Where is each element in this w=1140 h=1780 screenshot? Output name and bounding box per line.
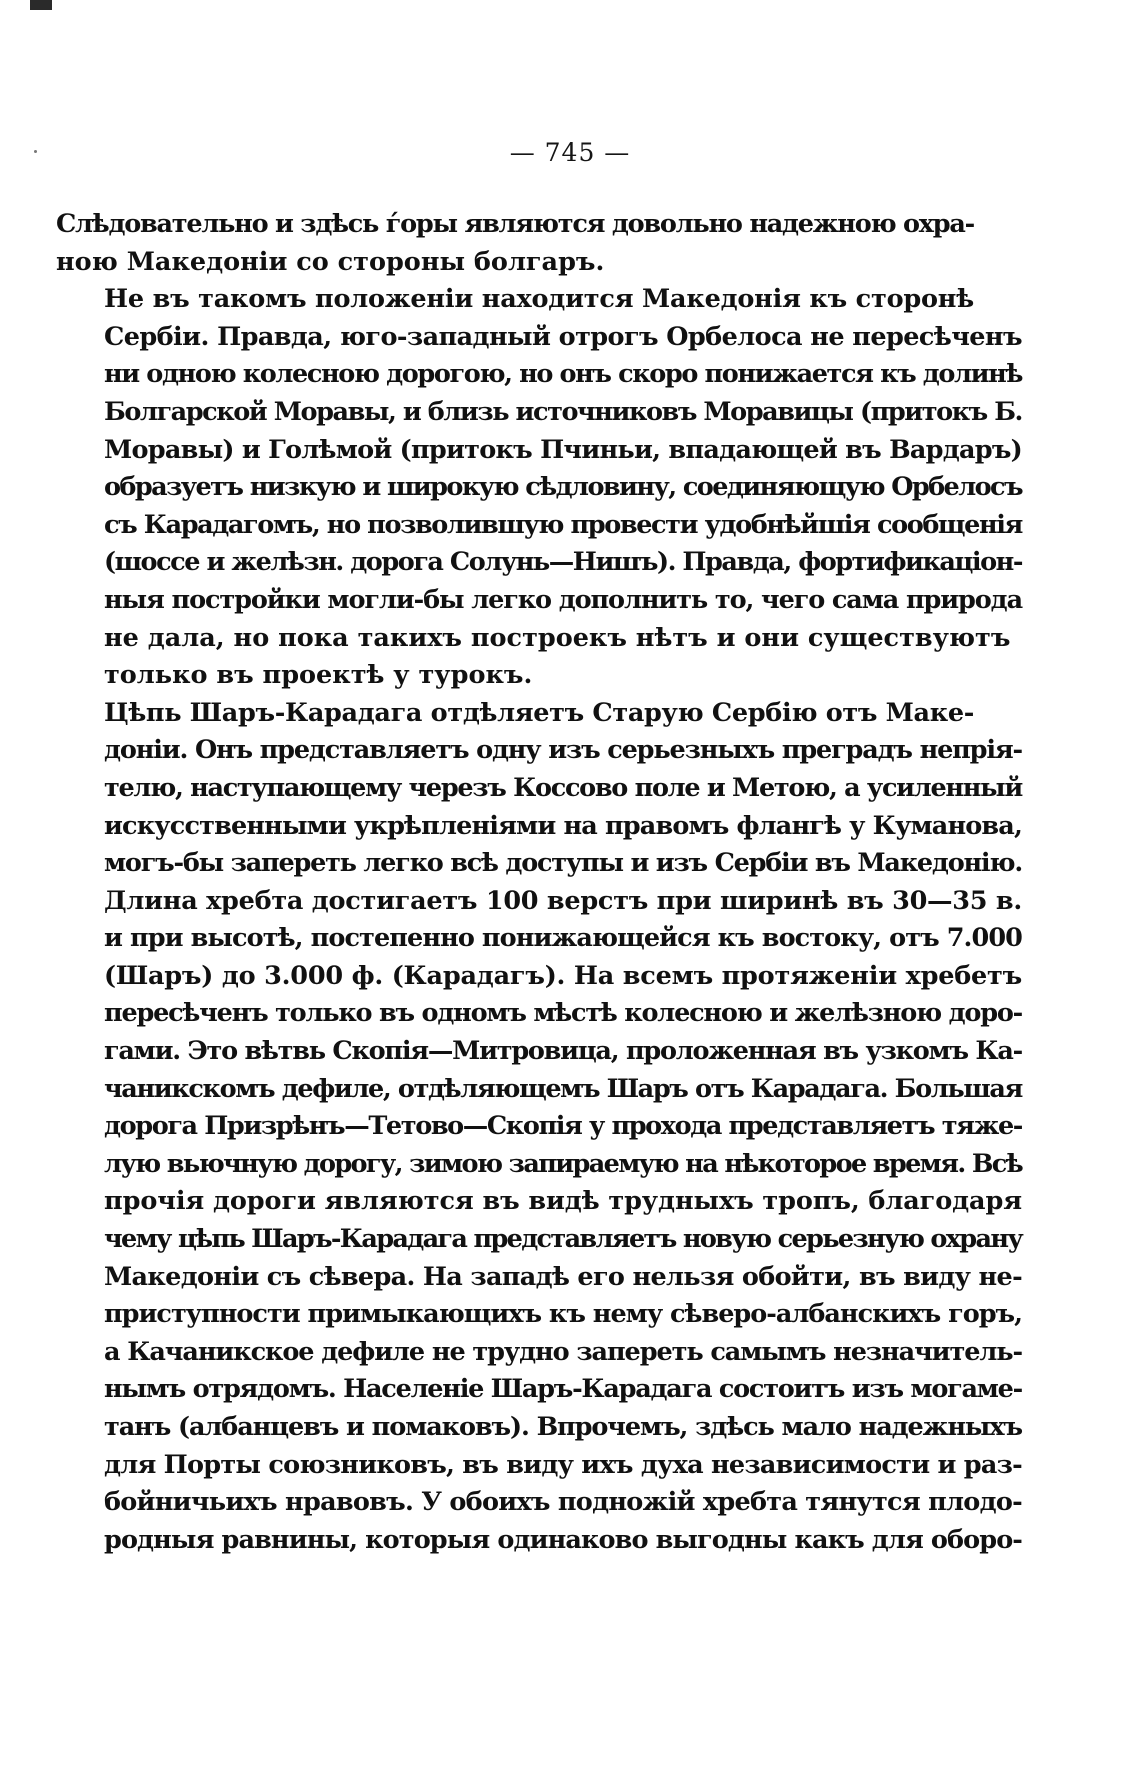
- text-line: Слѣдовательно и здѣсь ѓоры являются довольно надежною охра-: [56, 209, 974, 239]
- text-line: приступности примыкающихъ къ нему сѣверо-албанскихъ горъ,: [104, 1299, 1022, 1330]
- text-line: образуетъ низкую и широкую сѣдловину, соединяющую Орбелосъ: [104, 472, 1022, 503]
- text-line: ныя постройки могли-бы легко дополнить то, чего сама природа: [104, 584, 1022, 615]
- text-line: ною Македоніи со стороны болгаръ.: [56, 246, 605, 277]
- scan-corner-mark: [30, 0, 52, 10]
- text-line: гами. Это вѣтвь Скопія—Митровица, проложенная въ узкомъ Ка-: [104, 1036, 1022, 1067]
- text-line: телю, наступающему черезъ Коссово поле и Метою, а усиленный: [104, 772, 1022, 803]
- text-line: доніи. Онъ представляетъ одну изъ серьезныхъ преградъ непрія-: [104, 735, 1022, 766]
- paragraph-2: [56, 281, 1022, 695]
- text-line: Не въ такомъ положеніи находится Македонія къ сторонѣ: [104, 284, 974, 315]
- paragraph-1: [56, 206, 974, 281]
- text-line: (Шаръ) до 3.000 ф. (Карадагъ). На всемъ протяженіи хребетъ: [104, 960, 1022, 991]
- text-line: а Качаникское дефиле не трудно запереть самымъ незначитель-: [104, 1336, 1022, 1367]
- text-line: Длина хребта достигаетъ 100 верстъ при ширинѣ въ 30—35 в.: [104, 885, 1022, 916]
- text-line: искусственными укрѣпленіями на правомъ флангѣ у Куманова,: [104, 810, 1022, 841]
- text-line: Македоніи съ сѣвера. На западѣ его нельзя обойти, въ виду не-: [104, 1261, 1022, 1292]
- text-line: Сербіи. Правда, юго-западный отрогъ Орбелоса не пересѣченъ: [104, 321, 1022, 352]
- text-line: нымъ отрядомъ. Населеніе Шаръ-Карадага состоитъ изъ могаме-: [104, 1374, 1022, 1405]
- text-line: пересѣченъ только въ одномъ мѣстѣ колесною и желѣзною доро-: [104, 998, 1022, 1029]
- page-number: — 745 —: [509, 138, 631, 167]
- text-line: не дала, но пока такихъ построекъ нѣтъ и они существуютъ: [104, 622, 1011, 653]
- text-line: для Порты союзниковъ, въ виду ихъ духа независимости и раз-: [104, 1449, 1022, 1480]
- text-line: прочія дороги являются въ видѣ трудныхъ тропъ, благодаря: [104, 1186, 1022, 1217]
- text-line: Цѣпь Шаръ-Карадага отдѣляетъ Старую Сербію отъ Маке-: [104, 697, 974, 728]
- body-text: [56, 206, 1022, 1559]
- text-line: съ Карадагомъ, но позволившую провести удобнѣйшія сообщенія: [104, 509, 1022, 540]
- text-line: чаникскомъ дефиле, отдѣляющемъ Шаръ отъ Карадага. Большая: [104, 1073, 1022, 1104]
- text-line: только въ проектѣ у турокъ.: [104, 660, 533, 691]
- text-line: танъ (албанцевъ и помаковъ). Впрочемъ, здѣсь мало надежныхъ: [104, 1412, 1022, 1442]
- text-line: ни одною колесною дорогою, но онъ скоро понижается къ долинѣ: [104, 359, 1022, 390]
- text-line: дорога Призрѣнъ—Тетово—Скопія у прохода представляетъ тяже-: [104, 1111, 1022, 1142]
- text-line: Моравы) и Голѣмой (притокъ Пчиньи, впадающей въ Вардаръ): [104, 434, 1022, 465]
- text-line: родныя равнины, которыя одинаково выгодны какъ для оборо-: [104, 1524, 1022, 1555]
- text-line: (шоссе и желѣзн. дорога Солунь—Нишъ). Правда, фортификаціон-: [104, 547, 1022, 578]
- paragraph-3: [56, 695, 1022, 1560]
- text-line: могъ-бы запереть легко всѣ доступы и изъ Сербіи въ Македонію.: [104, 848, 1022, 879]
- text-line: лую вьючную дорогу, зимою запираемую на нѣкоторое время. Всѣ: [104, 1148, 1022, 1179]
- text-line: Болгарской Моравы, и близь источниковъ Моравицы (притокъ Б.: [104, 396, 1022, 427]
- text-line: и при высотѣ, постепенно понижающейся къ востоку, отъ 7.000: [104, 923, 1022, 954]
- text-line: чему цѣпь Шаръ-Карадага представляетъ новую серьезную охрану: [104, 1224, 1022, 1255]
- text-line: бойничьихъ нравовъ. У обоихъ подножій хребта тянутся плодо-: [104, 1487, 1022, 1518]
